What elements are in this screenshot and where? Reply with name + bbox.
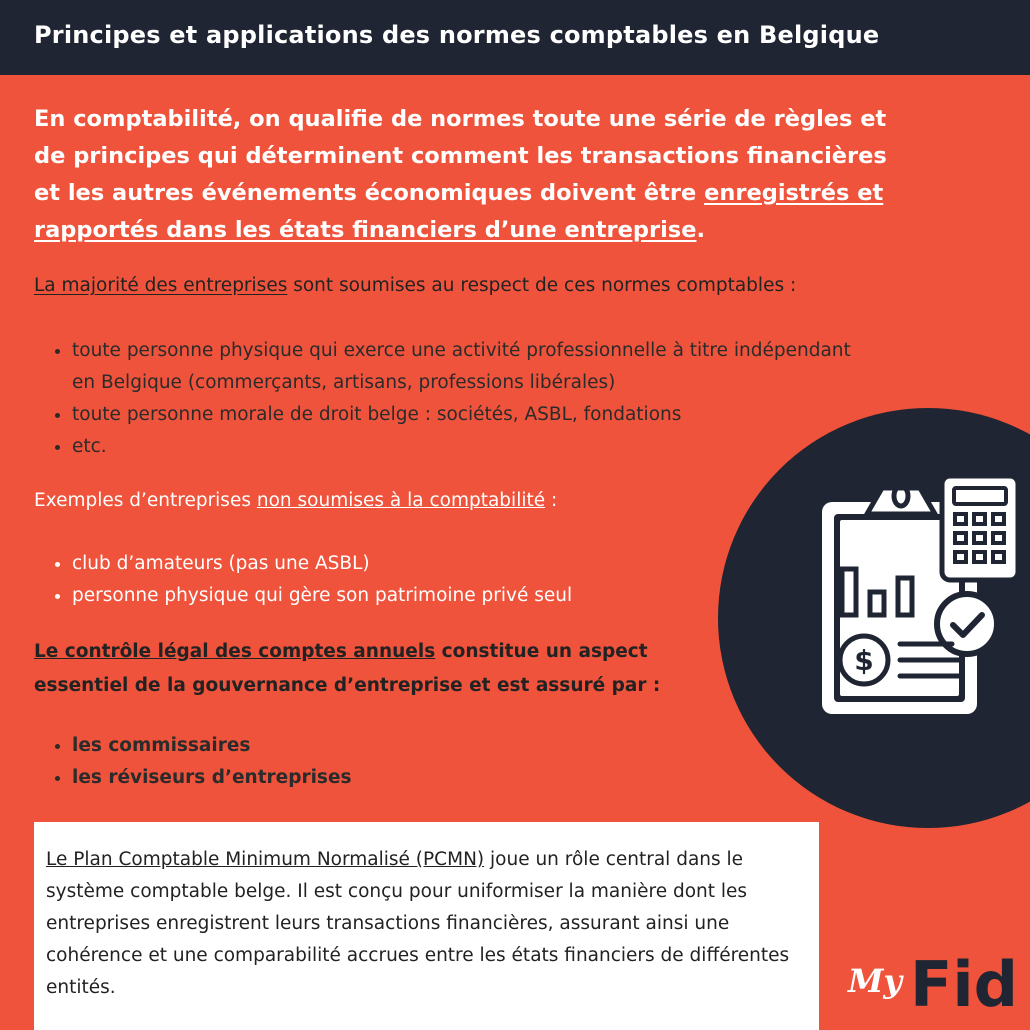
section2-text: Exemples d’entreprises: [34, 490, 257, 511]
section2-lead: [34, 485, 557, 516]
section1-underlined: La majorité des entreprises: [34, 275, 288, 296]
intro-underlined: enregistrés et rapportés dans les états financiers d’une entreprise: [34, 180, 884, 243]
page-title: Principes et applications des normes comptables en Belgique: [34, 21, 880, 49]
section2-list: [50, 548, 712, 612]
list-item: • les commissaires: [72, 730, 712, 762]
section1-lead: [34, 270, 796, 301]
intro-paragraph: [34, 101, 904, 249]
list-item: • les réviseurs d’entreprises: [72, 762, 712, 794]
section2-underlined: non soumises à la comptabilité: [256, 490, 546, 511]
pcmn-body: joue un rôle central dans le système comptable belge. Il est conçu pour uniformiser la manière dont les entreprises enregistrent leurs transactions financières, assurant ainsi une cohérence et une comparabilité accrues entre les états financiers de différentes entités.: [46, 849, 790, 998]
intro-end: .: [696, 217, 706, 243]
section3-lead: [34, 635, 694, 703]
header-bar: [0, 0, 1030, 75]
accounting-report-icon: [812, 474, 1022, 724]
pcmn-text: [46, 844, 806, 1004]
list-item: • club d’amateurs (pas une ASBL): [72, 548, 712, 580]
section2-end: :: [545, 490, 558, 511]
logo-my: My: [848, 962, 903, 1000]
list-item: • toute personne morale de droit belge : sociétés, ASBL, fondations: [72, 399, 852, 431]
section3-underlined: Le contrôle légal des comptes annuels: [34, 641, 436, 662]
logo-graphic: [840, 940, 1020, 1020]
list-item: • toute personne physique qui exerce une activité professionnelle à titre indépendant en Belgique (commerçants, artisans, professions libérales): [72, 335, 852, 399]
section3-list: [50, 730, 712, 794]
intro-text: En comptabilité, on qualifie de normes toute une série de règles et de principes qui déterminent comment les transactions financières et les autres événements économiques doivent être: [34, 106, 887, 206]
logo-fid: Fid: [910, 948, 1018, 1020]
svg-text:$: $: [854, 644, 874, 677]
section3-text: constitue un aspect essentiel de la gouvernance d’entreprise et est assuré par :: [34, 641, 661, 696]
pcmn-box: [34, 822, 819, 1030]
section1-text: sont soumises au respect de ces normes comptables :: [287, 275, 797, 296]
section1-list: [50, 335, 852, 463]
list-item: • personne physique qui gère son patrimoine privé seul: [72, 580, 712, 612]
myfid-logo: [840, 940, 1020, 1020]
list-item: • etc.: [72, 431, 852, 463]
pcmn-underlined: Le Plan Comptable Minimum Normalisé (PCMN): [46, 849, 485, 870]
